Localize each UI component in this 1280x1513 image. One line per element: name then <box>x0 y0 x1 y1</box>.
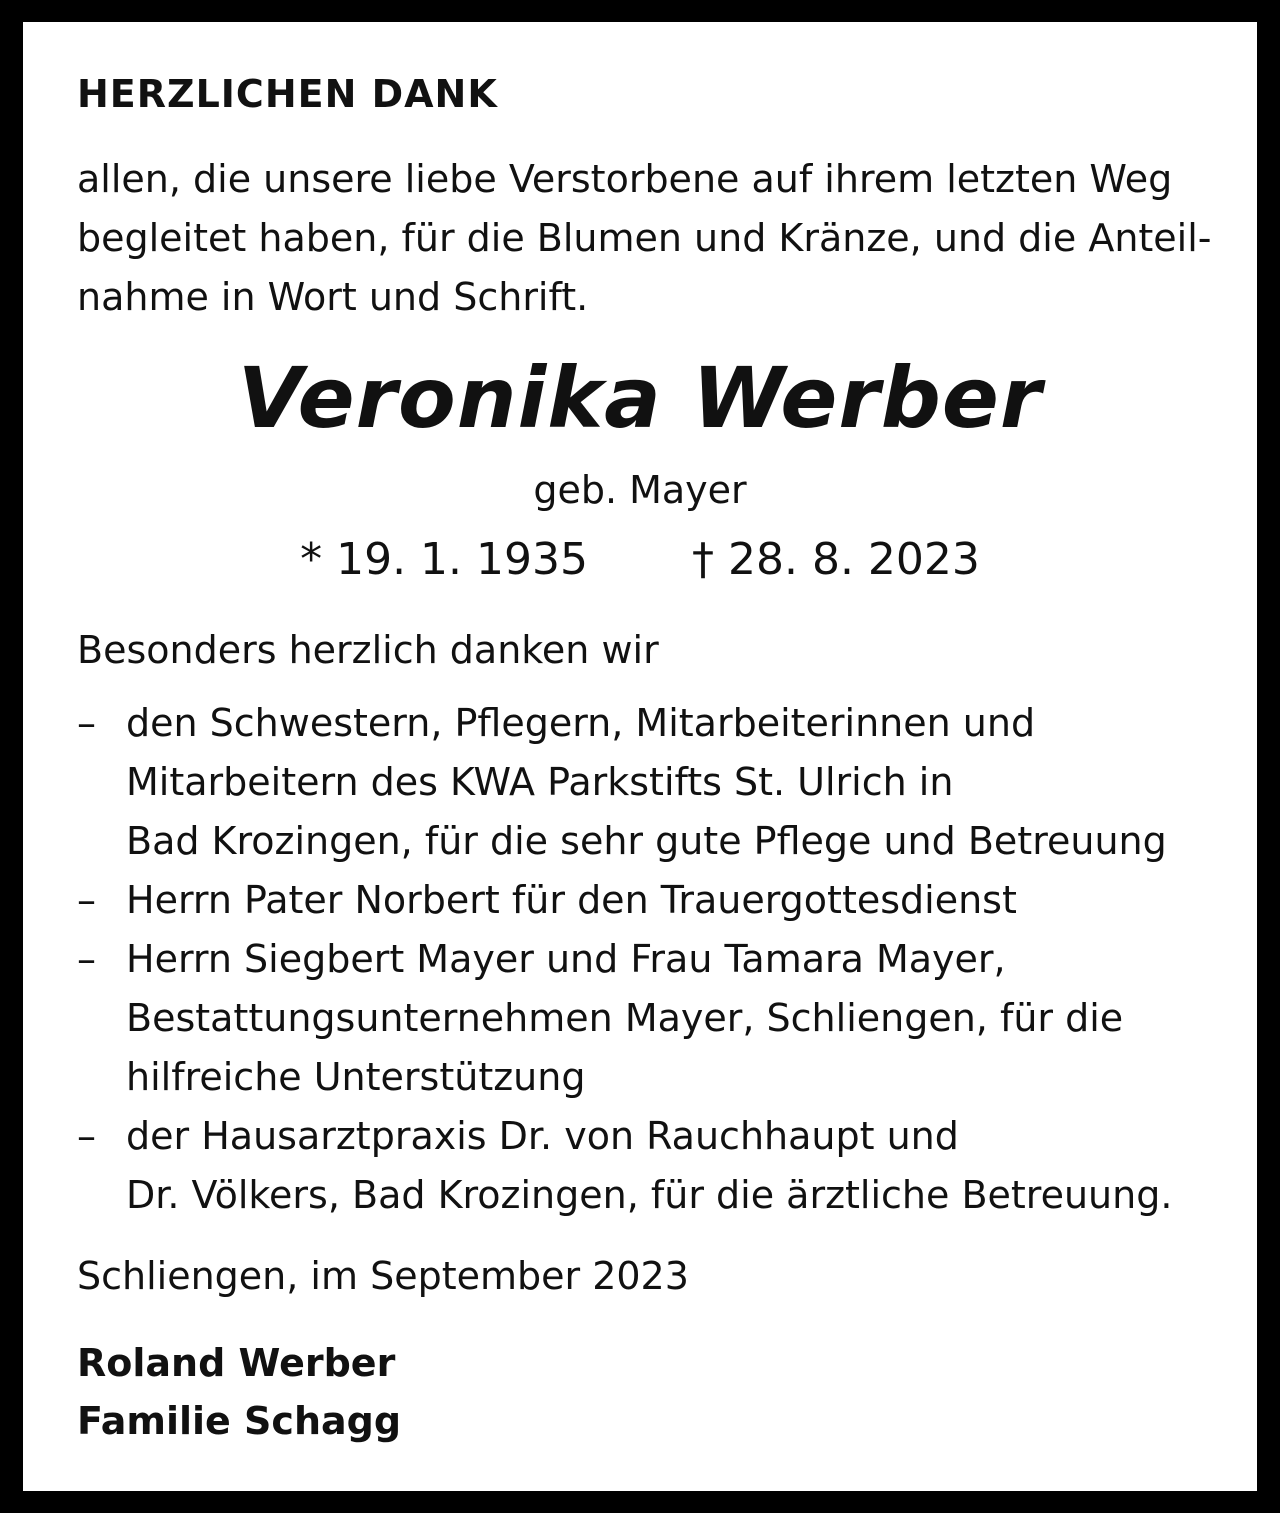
list-item-line: Herrn Pater Norbert für den Trauergottesdienst <box>126 878 1017 922</box>
list-item-line: Bestattungsunternehmen Mayer, Schliengen, für die <box>126 996 1124 1040</box>
intro-line: begleitet haben, für die Blumen und Kränze, und die Anteil- <box>77 216 1212 260</box>
deceased-name: Veronika Werber <box>237 349 1043 447</box>
intro-line: nahme in Wort und Schrift. <box>77 275 589 319</box>
list-item-line: der Hausarztpraxis Dr. von Rauchhaupt und <box>126 1114 959 1158</box>
signer-name: Familie Schagg <box>77 1399 402 1443</box>
list-item-line: den Schwestern, Pflegern, Mitarbeiterinnen und <box>126 701 1036 745</box>
bullet-dash: – <box>77 701 96 745</box>
signers <box>77 1334 401 1450</box>
bullet-dash: – <box>77 937 96 981</box>
signer-name: Roland Werber <box>77 1341 396 1385</box>
list-item-line: hilfreiche Unterstützung <box>126 1055 586 1099</box>
bullet-dash: – <box>77 1114 96 1158</box>
bullet-dash: – <box>77 878 96 922</box>
list-item-line: Dr. Völkers, Bad Krozingen, für die ärztliche Betreuung. <box>126 1173 1173 1217</box>
list-item <box>77 694 1237 871</box>
life-dates <box>23 532 1257 588</box>
death-date: † 28. 8. 2023 <box>692 534 980 585</box>
list-item-line: Mitarbeitern des KWA Parkstifts St. Ulrich in <box>126 760 954 804</box>
list-item <box>77 930 1237 1107</box>
obituary-notice <box>23 22 1257 1491</box>
intro-line: allen, die unsere liebe Verstorbene auf ihrem letzten Weg <box>77 157 1173 201</box>
birth-date: * 19. 1. 1935 <box>300 534 588 585</box>
list-item <box>77 1107 1237 1225</box>
notice-heading: HERZLICHEN DANK <box>77 72 498 116</box>
birth-name: geb. Mayer <box>533 468 747 512</box>
place-date: Schliengen, im September 2023 <box>77 1254 689 1298</box>
thanks-intro: Besonders herzlich danken wir <box>77 628 659 672</box>
list-item <box>77 871 1237 930</box>
list-item-line: Bad Krozingen, für die sehr gute Pflege und Betreuung <box>126 819 1167 863</box>
thanks-list <box>77 694 1237 1225</box>
intro-paragraph <box>77 150 1217 327</box>
list-item-line: Herrn Siegbert Mayer und Frau Tamara Mayer, <box>126 937 1006 981</box>
